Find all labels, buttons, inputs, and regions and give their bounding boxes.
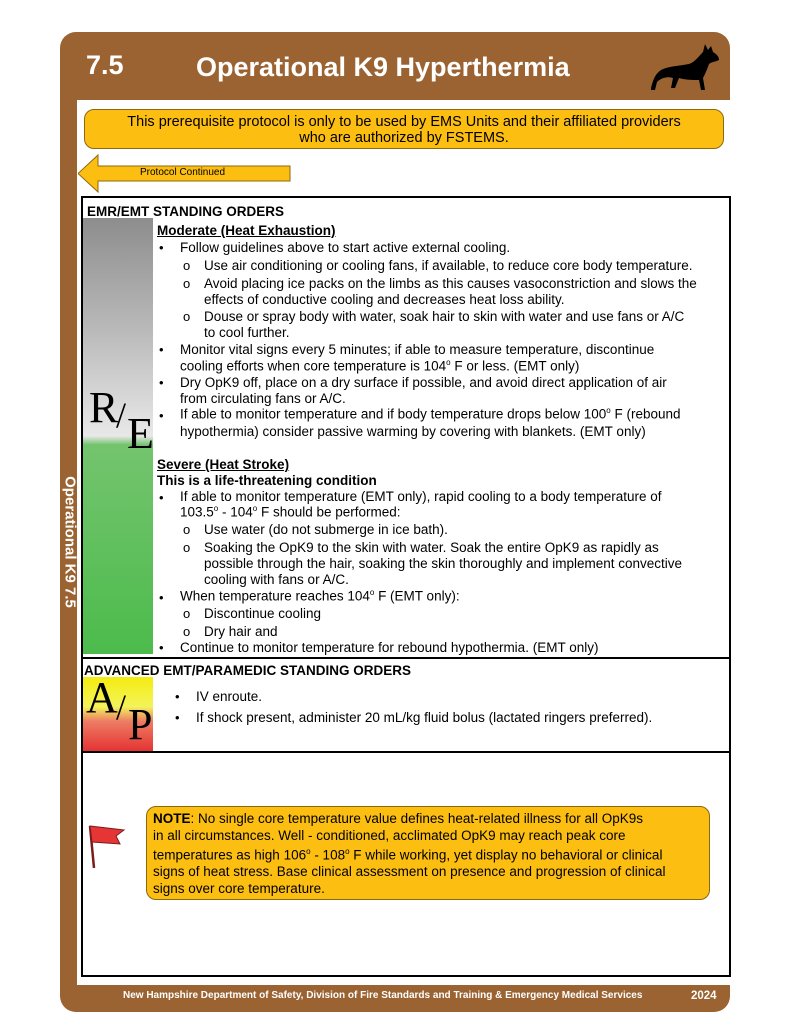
sub-bullet-icon: o <box>183 522 191 537</box>
footer-year: 2024 <box>691 990 717 1002</box>
bullet-icon: • <box>175 689 180 704</box>
moderate-line: from circulating fans or A/C. <box>180 391 346 406</box>
page-title: Operational K9 Hyperthermia <box>196 52 570 82</box>
emr-badge-top: R <box>89 383 119 432</box>
severe-line: Dry hair and <box>204 624 278 639</box>
footer-organization: New Hampshire Department of Safety, Division of Fire Standards and Training & Emergency Medical Services <box>123 990 643 1001</box>
sub-bullet-icon: o <box>183 309 191 324</box>
moderate-line: Avoid placing ice packs on the limbs as this causes vasoconstriction and slows the <box>204 276 697 291</box>
advanced-badge-slash: / <box>116 687 127 727</box>
advanced-badge-bottom: P <box>128 700 153 749</box>
emr-badge-slash: / <box>116 395 127 435</box>
moderate-line: hypothermia) consider passive warming by covering with blankets. (EMT only) <box>180 424 646 439</box>
bullet-icon: • <box>159 240 164 255</box>
severe-line: When temperature reaches 104$^o$ F (EMT only): <box>180 588 460 604</box>
note-box <box>146 806 710 900</box>
moderate-line: Monitor vital signs every 5 minutes; if able to measure temperature, discontinue <box>180 342 655 357</box>
sub-bullet-icon: o <box>183 276 191 291</box>
bullet-icon: • <box>159 590 164 605</box>
severe-line: Soaking the OpK9 to the skin with water. Soak the entire OpK9 as rapidly as <box>204 540 659 555</box>
advanced-item: If shock present, administer 20 mL/kg fluid bolus (lactated ringers preferred). <box>196 710 653 725</box>
note-line: NOTE: No single core temperature value defines heat-related illness for all OpK9s <box>153 811 644 826</box>
side-title: Operational K9 7.5 <box>61 475 79 608</box>
severe-line: Use water (do not submerge in ice bath). <box>204 522 448 537</box>
sub-bullet-icon: o <box>183 540 191 555</box>
moderate-line: Douse or spray body with water, soak hair to skin with water and use fans or A/C <box>204 309 685 324</box>
bullet-icon: • <box>159 342 164 357</box>
bullet-icon: • <box>159 640 164 655</box>
prereq-line-1: This prerequisite protocol is only to be used by EMS Units and their affiliated providers <box>127 114 681 130</box>
note-line: signs over core temperature. <box>153 880 325 896</box>
prerequisite-notice <box>84 109 724 149</box>
severe-line: cooling with fans or A/C. <box>204 572 349 587</box>
advanced-badge-top: A <box>86 673 118 722</box>
moderate-line: If able to monitor temperature and if body temperature drops below 100$^o$ F (rebound <box>180 406 681 422</box>
section-divider <box>81 751 731 753</box>
sub-bullet-icon: o <box>183 258 191 273</box>
protocol-number: 7.5 <box>86 50 124 80</box>
section-divider <box>81 657 731 659</box>
severe-line: Continue to monitor temperature for rebound hypothermia. (EMT only) <box>180 640 599 655</box>
moderate-line: cooling efforts when core temperature is 104$^o$ F or less. (EMT only) <box>180 358 580 374</box>
emr-section-heading: EMR/EMT STANDING ORDERS <box>87 204 285 219</box>
severe-line: possible through the hair, soaking the skin thoroughly and implement convective <box>204 556 683 571</box>
note-line: temperatures as high 106$^o$ - 108$^o$ F while working, yet display no behavioral or clinical <box>153 847 663 863</box>
note-line: in all circumstances. Well - conditioned, acclimated OpK9 may reach peak core <box>153 827 626 843</box>
bullet-icon: • <box>159 490 164 505</box>
protocol-continued-link[interactable]: Protocol Continued <box>140 167 226 178</box>
bullet-icon: • <box>175 710 180 725</box>
advanced-section-heading: ADVANCED EMT/PARAMEDIC STANDING ORDERS <box>84 663 412 678</box>
severe-subheading: This is a life-threatening condition <box>157 473 377 488</box>
moderate-heading: Moderate (Heat Exhaustion) <box>157 223 336 238</box>
emr-badge-bottom: E <box>127 409 154 458</box>
severe-line: 103.5$^o$ - 104$^o$ F should be performed: <box>180 504 401 520</box>
bullet-icon: • <box>159 408 164 423</box>
sub-bullet-icon: o <box>183 624 191 639</box>
prereq-line-2: who are authorized by FSTEMS. <box>299 130 509 146</box>
note-line: signs of heat stress. Base clinical assessment on presence and progression of clinical <box>153 864 666 879</box>
severe-line: If able to monitor temperature (EMT only), rapid cooling to a body temperature of <box>180 489 662 504</box>
moderate-line: effects of conductive cooling and decreases heat loss ability. <box>204 292 565 307</box>
moderate-line: Use air conditioning or cooling fans, if available, to reduce core body temperature. <box>204 258 693 273</box>
severe-line: Discontinue cooling <box>204 606 322 621</box>
dog-icon <box>645 40 723 94</box>
moderate-line: Dry OpK9 off, place on a dry surface if possible, and avoid direct application of air <box>180 375 667 390</box>
advanced-item: IV enroute. <box>196 689 263 704</box>
moderate-line: to cool further. <box>204 325 290 340</box>
moderate-line: Follow guidelines above to start active external cooling. <box>180 240 511 255</box>
severe-heading: Severe (Heat Stroke) <box>157 457 290 472</box>
red-flag-icon <box>84 822 128 870</box>
sub-bullet-icon: o <box>183 606 191 621</box>
bullet-icon: • <box>159 375 164 390</box>
